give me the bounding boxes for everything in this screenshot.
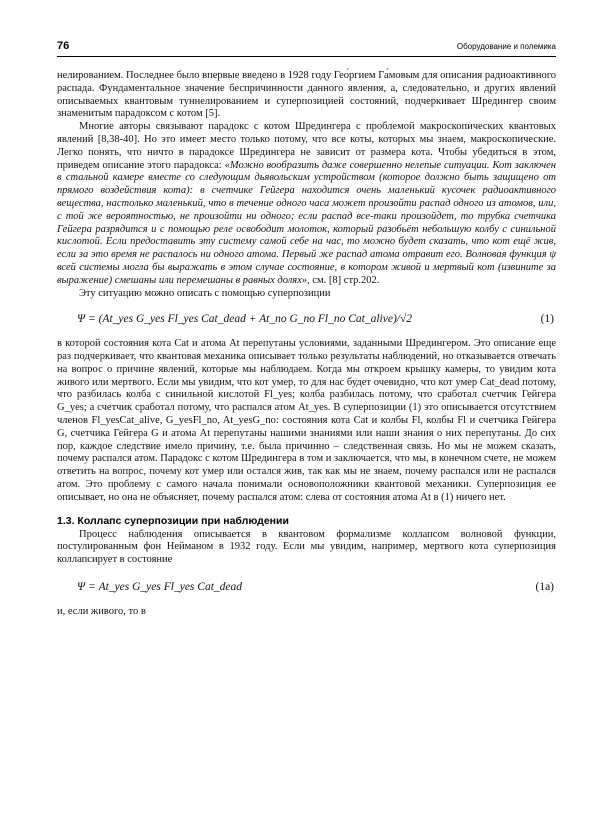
- running-title: Оборудование и полемика: [456, 42, 556, 51]
- paragraph-6: и, если живого, то в: [57, 605, 146, 617]
- paragraph-2: [57, 121, 556, 287]
- page-header: [57, 40, 556, 57]
- page-body: [57, 70, 556, 618]
- schrodinger-quote: Можно вообразить даже совершенно нелепые ситуации. Кот заключен в стальной камере вместе со следующим дьявольским устройством (которое должно быть защищено от прямого воздействия кота): в счетчике Гейгера находится очень маленький кусочек радиоактивного вещества, настолько маленький, что в течение одного часа может произойти распад одного из атомов, или, с той же вероятностью, не произойти ни одного; если распад все-таки произойдет, то трубка счетчика Гейгера разрядится и с помощью реле освободит молоток, который разобьёт небольшую колбу с синильной кислотой. Если предоставить эту систему самой себе на час, то можно будет сказать, что кот ещё жив, если за это время не распалось ни одного атома. Первый же распад атома отравит его. Волновая функция ψ всей системы могла бы выражать в этом случае состояние, в котором живой и мертвый кот (извините за выражение) смешаны или перемешаны в равных долях: [57, 159, 556, 286]
- paragraph-2-end: », см. [8] стр.202.: [301, 274, 380, 286]
- paragraph-5: Процесс наблюдения описывается в квантовом формализме коллапсом волновой функции, постулированным фон Нейманом в 1932 году. Если мы увидим, например, мертвого кота суперпозиция коллапсирует в состояние: [57, 528, 556, 566]
- section-heading: 1.3. Коллапс суперпозиции при наблюдении: [57, 514, 289, 527]
- equation-1-number: (1): [540, 313, 554, 326]
- equation-1: [57, 313, 556, 326]
- paragraph-3: Эту ситуацию можно описать с помощью суперпозиции: [79, 287, 331, 299]
- equation-1a-text: Ψ = At_yes G_yes Fl_yes Cat_dead: [77, 580, 242, 593]
- paragraph-2-start: Многие авторы связывают парадокс с котом Шредингера с проблемой макроскопических квантовых явлений [8,38-40]. Но это имеет место только потому, что все коты, которых мы знаем, макроскопические. Легко понять, что ничто в парадоксе Шредингера не зависит от размера кота. Чтобы убедиться в этом, приведем описание этого парадокса: «: [57, 121, 556, 171]
- paragraph-4: в которой состояния кота Cat и атома At перепутаны условиями, заданными Шредингером. Это описание еще раз подчеркивает, что квантовая механика описывает только результаты наблюдений, но отказывается отвечать на вопрос о причине явлений, которые мы наблюдаем. Когда мы откроем крышку камеры, то увидим кота живого или мертвого. Если мы увидим, что кот умер, то для нас будет очевидно, что кот умер Cat_dead потому, что разбилась колба с синильной кислотой Fl_yes; колба разбилась потому, что сработал счетчик Гейгера G_yes; а счетчик сработал потому, что распался атом At_yes. В суперпозиции (1) это описывается отсутствием членов Fl_yesCat_alive, G_yesFl_no, At_yesG_no: состояния кота Cat и колбы Fl, колбы Fl и счетчика Гейгера G, счетчика Гейгера G и атома At перепутаны нашими знаниями или наши знания о них перепутаны. До сих пор, каждое следствие имело причину, т.е. была причинно – следственная связь. Но мы не можем сказать, почему распался атом. Парадокс с котом Шредингера в том и заключается, что мы, в конечном счете, не можем ответить на вопрос, почему кот умер или остался жив, так как мы не знаем, почему распался или не распался атом. Это проблему с самого начала понимали основоположники квантовой механики. Суперпозиция ее описывает, но она не объясняет, почему распался атом: слева от состояния атома At в (1) ничего нет.: [57, 338, 556, 503]
- equation-1-text: Ψ = (At_yes G_yes Fl_yes Cat_dead + At_no G_no Fl_no Cat_alive)/√2: [77, 313, 413, 326]
- equation-1a-number: (1a): [535, 580, 554, 593]
- page-number: 76: [57, 40, 70, 52]
- equation-1a: [57, 581, 556, 594]
- paragraph-1: нелированием. Последнее было впервые введено в 1928 году Гео́ргием Га́мовым для описания радиоактивного распада. Фундаментальное значение беспричинности данного явления, а, следовательно, и других явлений описываемых квантовым туннелированием и суперпозицией состояний, подчеркивает Шредингер своим знаменитым парадоксом с котом [5].: [57, 70, 556, 120]
